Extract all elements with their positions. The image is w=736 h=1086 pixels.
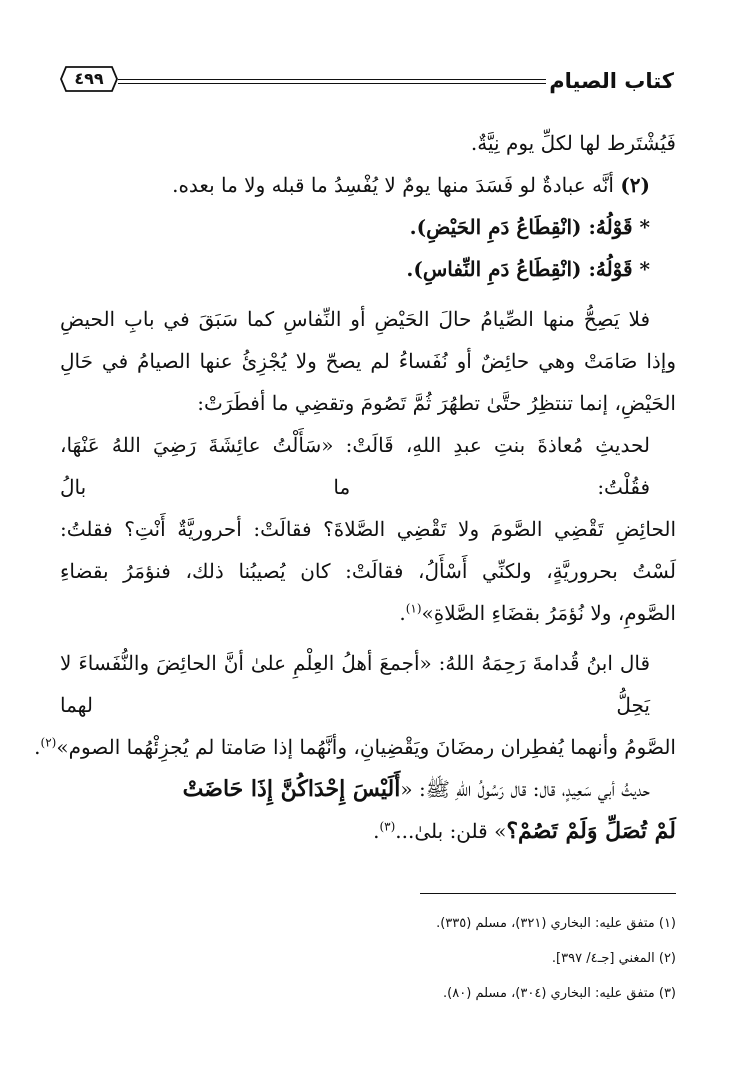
hadith-quote: لَمْ تُصَلِّ وَلَمْ تَصُمْ؟ [506,818,676,844]
page-number-badge [60,65,118,93]
footnotes [60,906,676,1011]
header-rule-thin [118,83,546,84]
text-line [60,768,676,810]
footnote: (٢) المغني [جـ٤/ ٣٩٧]. [551,951,676,966]
text-line: لَسْتُ بحروريَّةٍ، ولكنِّي أَسْأَلُ، فقالَتْ: كان يُصيبُنا ذلك، فنؤمَرُ بقضاءِ [60,559,676,583]
page-number: ٤٩٩ [74,69,104,88]
footnote: (٣) متفق عليه: البخاري (٣٠٤)، مسلم (٨٠). [443,986,676,1001]
text-line: فَيُشْتَرط لها لكلِّ يوم نِيَّةٌ. [470,131,676,155]
item-number: (٢) [620,173,650,197]
text-span: الصَّومُ وأنهما يُفطِران رمضَانَ ويَقْضِيانِ، وأنَّهُما إذا صَامتا لم يُجزِئْهُما الصوم» [56,735,676,759]
item-text: أنَّه عبادةٌ لو فَسَدَ منها يومٌ لا يُفْسِدُ ما قبله ولا ما بعده. [172,173,614,197]
heading-line: * قَوْلُهُ: (انْقِطَاعُ دَمِ النِّفاسِ). [406,257,650,281]
hadith-quote: أَلَيْسَ إِحْدَاكُنَّ إِذَا حَاضَتْ [182,776,401,802]
text-span: الصَّومِ، ولا نُؤمَرُ بقضَاءِ الصَّلاةِ» [421,601,676,625]
text-line: قال ابنُ قُدامةَ رَحِمَهُ اللهُ: «أجمعَ أهلُ العِلْمِ علىٰ أنَّ الحائِضَ والنُّفَساءَ لا يَحِلُّ لهما [60,651,650,717]
text-line: فلا يَصِحُّ منها الصِّيامُ حالَ الحَيْضِ أو النِّفاسِ كما سَبَقَ في بابِ الحيضِ [60,307,650,331]
page-header [60,62,676,102]
footnote: (١) متفق عليه: البخاري (٣٢١)، مسلم (٣٣٥). [436,916,676,931]
main-text [34,122,676,852]
text-line: لَمْ تُصَلِّ وَلَمْ تَصُمْ؟» قلن: بلىٰ...$^{(٣)}$. [373,818,676,844]
footnote-separator [420,893,676,894]
footnote-ref: (١) [405,601,422,616]
text-line: الحَيْضِ، إنما تنتظِرُ حتَّىٰ تطهُرَ ثُمَّ تَصُومَ وتقضِي ما أفطَرَتْ: [197,391,676,415]
text-line: الحائِضِ تَقْضِي الصَّومَ ولا تَقْضِي الصَّلاةَ؟ فقالَتْ: أحروريَّةٌ أَنْتِ؟ فقلتُ: [60,517,676,541]
text-line: الصَّومِ، ولا نُؤمَرُ بقضَاءِ الصَّلاةِ»$^{(١)}$. [399,601,676,625]
heading-line: * قَوْلُهُ: (انْقِطَاعُ دَمِ الحَيْضِ). [409,215,650,239]
text-line: لحديثِ مُعاذةَ بنتِ عبدِ اللهِ، قَالَتْ: «سَأَلْتُ عائِشَةَ رَضِيَ اللهُ عَنْهَا، فقُلْتُ: ما بالُ [60,433,650,499]
text-line [60,164,676,206]
text-span: » قلن: بلىٰ... [395,819,507,843]
chapter-title: كتاب الصيام [549,69,674,93]
text-span: حديثُ أبي سَعِيدٍ، قال: قال رَسُولُ اللهِ ﷺ: « [400,777,650,801]
text-line: وإذا صَامَتْ وهي حائِضٌ أو نُفَساءُ لم يصحّ ولا يُجْزِئُ عنها الصيامُ في حَالِ [60,349,676,373]
footnote-ref: (٣) [379,819,396,834]
header-rule [118,79,546,80]
text-line: الصَّومُ وأنهما يُفطِران رمضَانَ ويَقْضِيانِ، وأنَّهُما إذا صَامتا لم يُجزِئْهُما الصوم»$^{(٢)}$. [34,735,676,759]
footnote-ref: (٢) [40,735,57,750]
